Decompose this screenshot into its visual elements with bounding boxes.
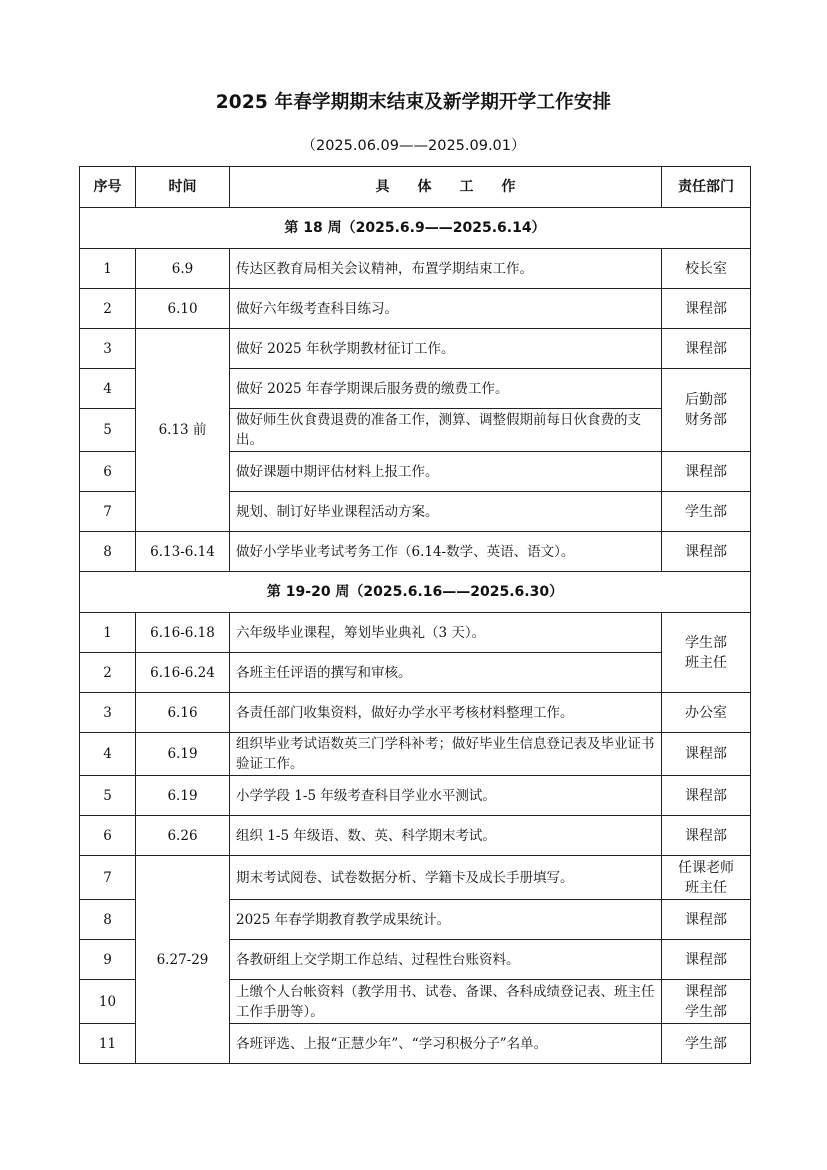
- row-work: 传达区教育局相关会议精神，布置学期结束工作。: [230, 249, 662, 289]
- row-num: 3: [80, 329, 136, 369]
- header-num: 序号: [80, 167, 136, 208]
- row-num: 11: [80, 1024, 136, 1064]
- row-work: 六年级毕业课程，筹划毕业典礼（3 天）。: [230, 613, 662, 653]
- row-num: 4: [80, 733, 136, 776]
- row-dept: 课程部: [662, 816, 751, 856]
- row-num: 8: [80, 900, 136, 940]
- row-work: 做好 2025 年春学期课后服务费的缴费工作。: [230, 369, 662, 409]
- row-num: 2: [80, 289, 136, 329]
- row-work: 期末考试阅卷、试卷数据分析、学籍卡及成长手册填写。: [230, 856, 662, 900]
- table-row: [80, 613, 751, 653]
- row-dept: 课程部: [662, 900, 751, 940]
- document-title: 2025 年春学期期末结束及新学期开学工作安排: [215, 92, 612, 113]
- row-dept: 学生部: [662, 1024, 751, 1064]
- row-dept: 课程部: [662, 940, 751, 980]
- row-work: 做好课题中期评估材料上报工作。: [230, 452, 662, 492]
- row-time: 6.13-6.14: [136, 532, 230, 572]
- row-dept: 学生部 班主任: [662, 613, 751, 693]
- row-work: 做好小学毕业考试考务工作（6.14-数学、英语、语文）。: [230, 532, 662, 572]
- week-header-row: [80, 208, 751, 249]
- row-dept: 办公室: [662, 693, 751, 733]
- row-dept: 学生部: [662, 492, 751, 532]
- header-work: 具 体 工 作: [230, 167, 662, 208]
- row-dept: 课程部: [662, 289, 751, 329]
- row-dept: 课程部: [662, 452, 751, 492]
- table-row: [80, 653, 751, 693]
- row-time: 6.10: [136, 289, 230, 329]
- row-work: 组织 1-5 年级语、数、英、科学期末考试。: [230, 816, 662, 856]
- row-work: 做好六年级考查科目练习。: [230, 289, 662, 329]
- table-row: [80, 856, 751, 900]
- row-num: 5: [80, 776, 136, 816]
- row-num: 7: [80, 856, 136, 900]
- row-time: 6.27-29: [136, 856, 230, 1064]
- table-row: [80, 776, 751, 816]
- row-num: 1: [80, 613, 136, 653]
- row-num: 1: [80, 249, 136, 289]
- header-dept: 责任部门: [662, 167, 751, 208]
- row-work: 做好师生伙食费退费的准备工作，测算、调整假期前每日伙食费的支出。: [230, 409, 662, 452]
- table-row: [80, 733, 751, 776]
- row-num: 3: [80, 693, 136, 733]
- row-time: 6.26: [136, 816, 230, 856]
- row-num: 4: [80, 369, 136, 409]
- row-dept: 课程部: [662, 733, 751, 776]
- row-work: 各教研组上交学期工作总结、过程性台账资料。: [230, 940, 662, 980]
- week-header-row: [80, 572, 751, 613]
- row-time: 6.16: [136, 693, 230, 733]
- row-work: 各班主任评语的撰写和审核。: [230, 653, 662, 693]
- document-subtitle: （2025.06.09——2025.09.01）: [301, 138, 526, 154]
- row-num: 7: [80, 492, 136, 532]
- row-work: 上缴个人台帐资料（教学用书、试卷、备课、各科成绩登记表、班主任工作手册等）。: [230, 980, 662, 1024]
- table-row: [80, 816, 751, 856]
- row-dept: 后勤部 财务部: [662, 369, 751, 452]
- row-num: 8: [80, 532, 136, 572]
- row-num: 5: [80, 409, 136, 452]
- row-time: 6.9: [136, 249, 230, 289]
- row-work: 各责任部门收集资料，做好办学水平考核材料整理工作。: [230, 693, 662, 733]
- header-time: 时间: [136, 167, 230, 208]
- row-dept: 课程部 学生部: [662, 980, 751, 1024]
- week-label: 第 19-20 周（2025.6.16——2025.6.30）: [80, 572, 751, 613]
- table-row: [80, 249, 751, 289]
- row-dept: 校长室: [662, 249, 751, 289]
- row-work: 做好 2025 年秋学期教材征订工作。: [230, 329, 662, 369]
- table-row: [80, 532, 751, 572]
- row-time: 6.19: [136, 733, 230, 776]
- row-num: 10: [80, 980, 136, 1024]
- row-work: 组织毕业考试语数英三门学科补考；做好毕业生信息登记表及毕业证书验证工作。: [230, 733, 662, 776]
- table-row: [80, 289, 751, 329]
- row-dept: 课程部: [662, 532, 751, 572]
- row-time: 6.16-6.24: [136, 653, 230, 693]
- schedule-table: [79, 166, 751, 1064]
- row-work: 各班评选、上报“正慧少年”、“学习积极分子”名单。: [230, 1024, 662, 1064]
- table-header-row: [80, 167, 751, 208]
- row-time: 6.13 前: [136, 329, 230, 532]
- row-num: 6: [80, 452, 136, 492]
- row-num: 6: [80, 816, 136, 856]
- row-num: 9: [80, 940, 136, 980]
- row-time: 6.19: [136, 776, 230, 816]
- row-dept: 任课老师 班主任: [662, 856, 751, 900]
- row-num: 2: [80, 653, 136, 693]
- row-dept: 课程部: [662, 776, 751, 816]
- row-work: 小学学段 1-5 年级考查科目学业水平测试。: [230, 776, 662, 816]
- table-row: [80, 329, 751, 369]
- row-work: 规划、制订好毕业课程活动方案。: [230, 492, 662, 532]
- row-time: 6.16-6.18: [136, 613, 230, 653]
- table-row: [80, 693, 751, 733]
- week-label: 第 18 周（2025.6.9——2025.6.14）: [80, 208, 751, 249]
- row-work: 2025 年春学期教育教学成果统计。: [230, 900, 662, 940]
- row-dept: 课程部: [662, 329, 751, 369]
